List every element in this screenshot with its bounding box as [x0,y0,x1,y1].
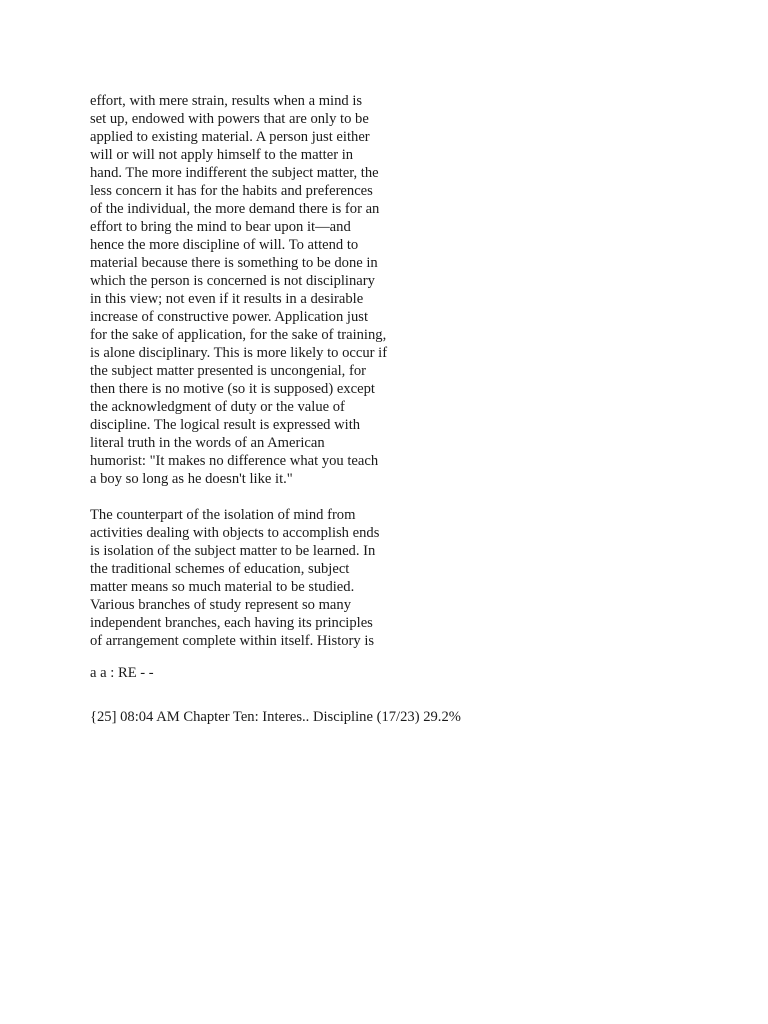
text-line: effort, with mere strain, results when a mind is [90,93,363,109]
text-line: applied to existing material. A person just either [90,129,370,145]
partial-line-artifact: a a : RE - - [90,665,154,681]
text-line: matter means so much material to be studied. [90,579,355,595]
text-line: of the individual, the more demand there is for an [90,201,380,217]
text-line: hence the more discipline of will. To attend to [90,237,359,253]
text-line: for the sake of application, for the sake of training, [90,327,387,343]
reader-page[interactable] [90,92,510,650]
text-line: activities dealing with objects to accomplish ends [90,525,380,541]
text-line: The counterpart of the isolation of mind from [90,507,356,523]
text-line: the subject matter presented is uncongenial, for [90,363,366,379]
text-line: in this view; not even if it results in a desirable [90,291,364,307]
text-line: the traditional schemes of education, subject [90,561,350,577]
text-line: is alone disciplinary. This is more likely to occur if [90,345,388,361]
text-line: material because there is something to be done in [90,255,378,271]
reader-status-bar: {25] 08:04 AM Chapter Ten: Interes.. Discipline (17/23) 29.2% [90,709,461,725]
text-line: Various branches of study represent so many [90,597,351,613]
text-line: effort to bring the mind to bear upon it—and [90,219,351,235]
text-line: of arrangement complete within itself. History is [90,633,375,649]
paragraph-2 [90,506,510,650]
text-line: the acknowledgment of duty or the value of [90,399,345,415]
text-line: independent branches, each having its principles [90,615,373,631]
text-line: then there is no motive (so it is supposed) except [90,381,375,397]
text-line: literal truth in the words of an American [90,435,325,451]
text-line: hand. The more indifferent the subject matter, the [90,165,379,181]
text-line: discipline. The logical result is expressed with [90,417,361,433]
paragraph-1 [90,92,510,488]
text-line: less concern it has for the habits and preferences [90,183,373,199]
text-line: will or will not apply himself to the matter in [90,147,354,163]
text-line: a boy so long as he doesn't like it." [90,471,293,487]
text-line: is isolation of the subject matter to be learned. In [90,543,376,559]
text-line: humorist: "It makes no difference what you teach [90,453,379,469]
text-line: set up, endowed with powers that are only to be [90,111,369,127]
text-line: which the person is concerned is not disciplinary [90,273,375,289]
text-line: increase of constructive power. Application just [90,309,369,325]
